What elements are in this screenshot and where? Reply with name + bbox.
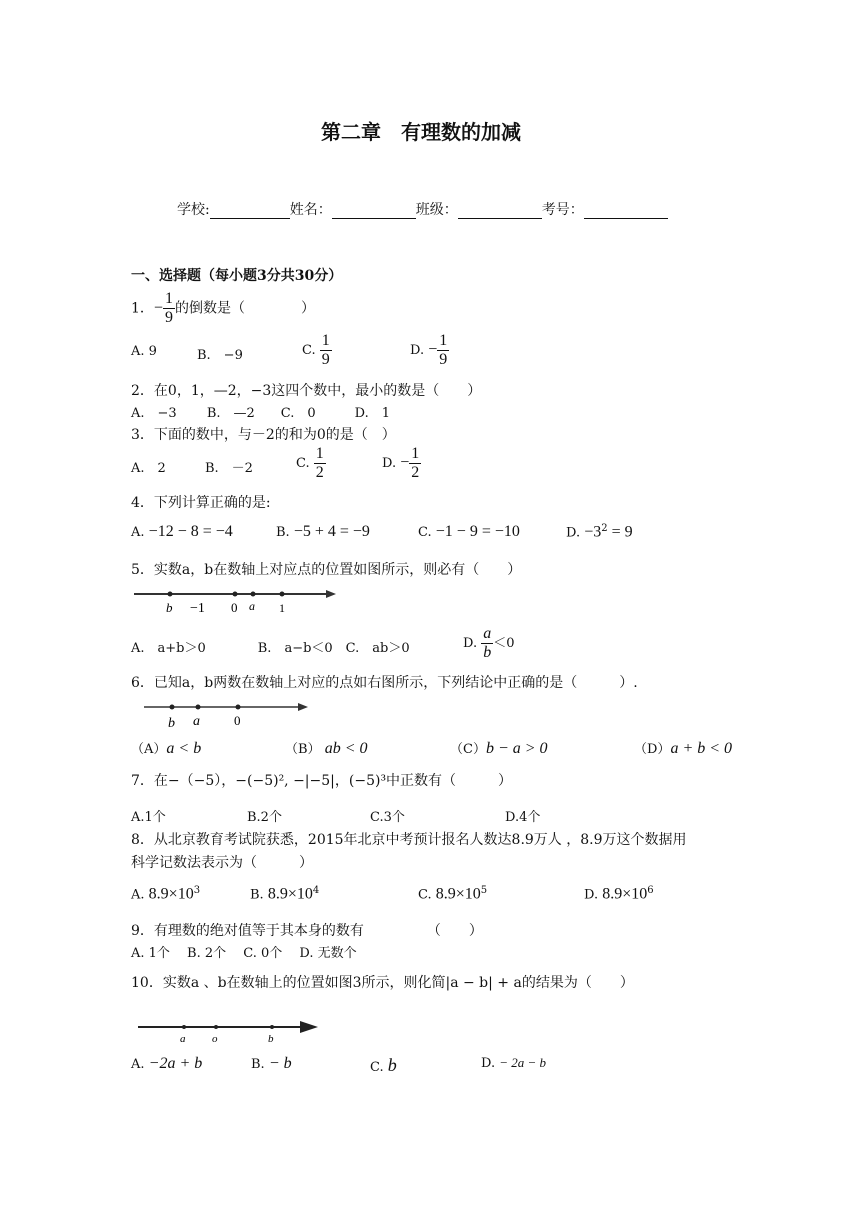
q6-option-d[interactable]: （D）a + b < 0 [634,740,733,757]
q5-point-1 [280,592,285,597]
q3-option-c[interactable]: C. $\frac{1}{2}$ [296,445,324,481]
q4-option-d[interactable]: D. $-3^2 = 9$ [566,523,633,541]
q10-option-a[interactable]: A. −2a + b [131,1055,203,1072]
question-9: 9．有理数的绝对值等于其本身的数有 （ ） [131,923,483,939]
question-7: 7．在−（−5），−(−5)², −|−5|，(−5)³中正数有（ ） [131,773,513,789]
q6-option-a[interactable]: （A）a < b [131,740,202,757]
q5-axis-arrow [326,590,336,598]
q10-label-a: a [180,1033,186,1045]
q3-option-b[interactable]: B. －2 [205,461,253,476]
q10-axis-arrow [300,1021,318,1033]
question-10: 10．实数a 、b在数轴上的位置如图3所示，则化简|a − b| + a的结果为（ ） [131,975,634,991]
question-8-line-1: 8．从北京教育考试院获悉，2015年北京中考预计报名人数达8.9万人 ，8.9万这个数据用 [131,832,687,848]
q5-options[interactable]: A. a+b＞0 B. a−b＜0 C. ab＞0 [131,641,410,656]
q5-number-line [130,582,340,616]
q5-label-neg1: −1 [190,601,205,616]
q10-number-line [134,1017,324,1047]
q5-option-d[interactable]: D. $\frac{a}{b}$ ＜0 [463,625,515,661]
student-info-line [177,199,668,219]
q10-option-c[interactable]: C. b [370,1055,397,1075]
q10-point-a [182,1025,186,1029]
q7-option-d[interactable]: D.4个 [505,810,541,825]
q5-point-a [251,592,256,597]
q6-point-b [170,705,175,710]
q5-point-0 [233,592,238,597]
question-6: 6．已知a，b两数在数轴上对应的点如右图所示，下列结论中正确的是（ ）. [131,675,638,691]
question-3: 3．下面的数中，与－2的和为0的是（ ） [131,427,396,443]
q3-option-d[interactable]: D. − $\frac{1}{2}$ [382,445,420,481]
page-title: 第二章 有理数的加减 [321,120,521,144]
q6-label-b: b [168,716,175,731]
q4-option-a[interactable]: A. −12 − 8 = −4 [131,523,233,540]
q7-option-b[interactable]: B.2个 [247,810,282,825]
q10-option-d[interactable]: D. − 2a − b [481,1055,547,1071]
question-4: 4．下列计算正确的是: [131,495,271,511]
q5-label-0: 0 [231,600,238,615]
school-blank[interactable] [210,204,290,219]
q6-point-a [196,705,201,710]
q5-label-b: b [166,600,173,615]
q1-option-b[interactable]: B. −9 [197,348,243,363]
q10-label-b: b [268,1033,274,1045]
q1-option-d[interactable]: D. − $\frac{1}{9}$ [410,332,448,368]
q4-option-c[interactable]: C. −1 − 9 = −10 [418,523,520,540]
q7-option-c[interactable]: C.3个 [370,810,405,825]
question-1 [131,290,315,327]
number-blank[interactable] [584,204,668,219]
class-label: 班级： [415,202,458,218]
q1-option-c[interactable]: C. $\frac{1}{9}$ [302,332,330,368]
q10-point-o [214,1025,218,1029]
q10-option-b[interactable]: B. − b [251,1055,292,1072]
q9-options[interactable]: A. 1个 B. 2个 C. 0个 D. 无数个 [131,946,357,961]
q6-point-0 [236,705,241,710]
q6-axis-arrow [298,703,308,711]
q8-option-d[interactable]: D. $8.9\times 10^6$ [584,885,654,903]
q1-option-a[interactable]: A. 9 [131,344,157,359]
q2-options[interactable]: A. −3 B. —2 C. 0 D. 1 [131,406,391,421]
class-blank[interactable] [458,204,542,219]
q8-option-b[interactable]: B. $8.9\times 10^4$ [250,885,320,903]
q10-point-b [270,1025,274,1029]
q6-option-c[interactable]: （C）b − a > 0 [450,740,548,757]
question-2: 2．在0，1，—2，−3这四个数中，最小的数是（ ） [131,383,482,399]
number-label: 考号： [541,202,584,218]
q6-number-line [140,697,312,731]
q4-option-b[interactable]: B. −5 + 4 = −9 [276,523,370,540]
section-heading: 一、选择题（每小题3分共30分） [131,268,343,284]
q6-label-a: a [193,714,200,729]
q10-label-o: o [212,1033,218,1045]
q7-option-a[interactable]: A.1个 [131,810,166,825]
question-5: 5．实数a，b在数轴上对应点的位置如图所示，则必有（ ） [131,562,522,578]
q1-text: 的倒数是（ ） [174,300,315,317]
name-label: 姓名： [289,202,332,218]
q6-option-b[interactable]: （B） ab < 0 [285,740,368,757]
q5-label-1: 1 [279,601,285,615]
q1-sign: − [153,299,163,317]
q8-option-a[interactable]: A. $8.9\times 10^3$ [131,885,201,903]
q8-option-c[interactable]: C. $8.9\times 10^5$ [418,885,488,903]
q5-label-a: a [249,599,255,613]
q6-label-0: 0 [234,713,241,728]
q1-number: 1． [131,300,154,317]
q1-fraction: $\frac{1}{9}$ [164,290,173,326]
school-label: 学校: [177,202,210,218]
q5-point-b [168,592,173,597]
name-blank[interactable] [332,204,416,219]
question-8-line-2: 科学记数法表示为（ ） [131,855,313,871]
q3-option-a[interactable]: A. 2 [131,461,166,476]
